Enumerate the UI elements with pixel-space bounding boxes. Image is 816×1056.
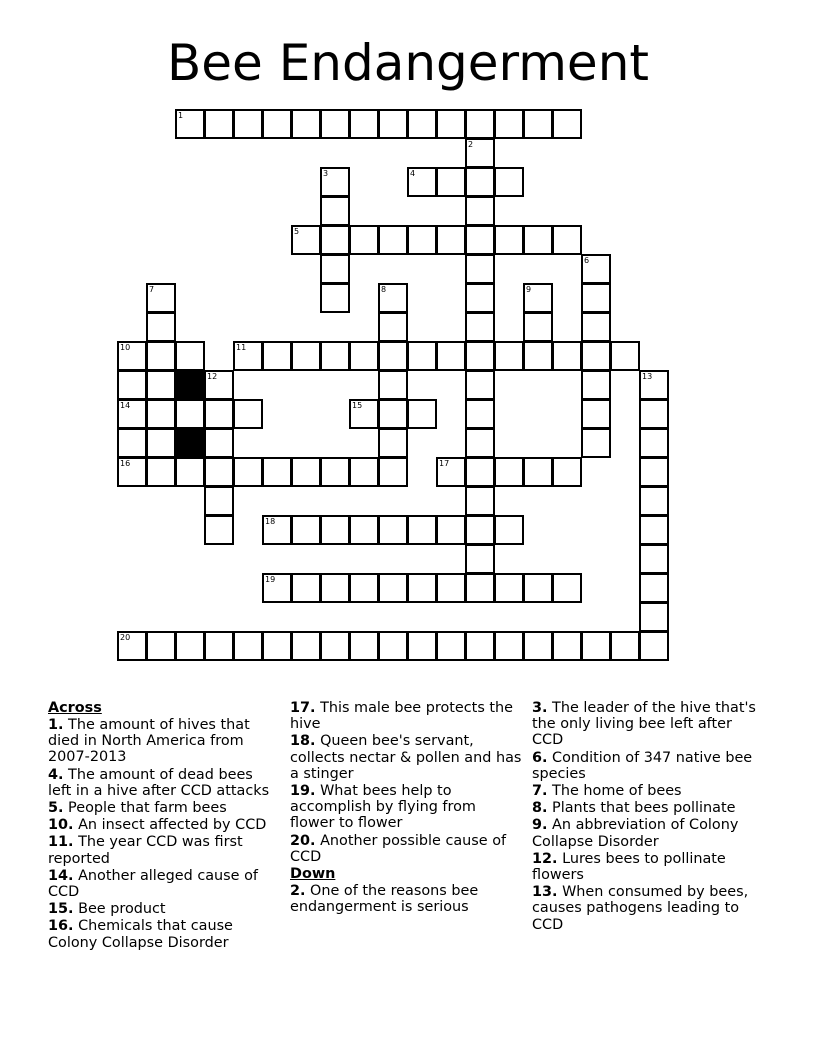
clue-text: The year CCD was first reported <box>48 834 243 867</box>
answer-cell[interactable] <box>581 399 611 429</box>
answer-cell[interactable] <box>378 225 408 255</box>
answer-cell[interactable] <box>552 225 582 255</box>
answer-cell[interactable] <box>639 631 669 661</box>
answer-cell[interactable] <box>465 312 495 342</box>
down-clue <box>532 884 764 933</box>
answer-cell[interactable] <box>291 341 321 371</box>
clue-number-label: 2. <box>290 883 306 900</box>
answer-cell[interactable] <box>204 109 234 139</box>
answer-cell[interactable] <box>262 631 292 661</box>
answer-cell[interactable] <box>494 109 524 139</box>
answer-cell[interactable] <box>349 573 379 603</box>
answer-cell[interactable] <box>552 457 582 487</box>
down-clue-list-continued <box>532 700 764 933</box>
answer-cell[interactable] <box>204 428 234 458</box>
clue-text: One of the reasons bee endangerment is serious <box>290 883 479 916</box>
answer-cell[interactable] <box>204 370 234 400</box>
down-clue <box>532 817 764 849</box>
answer-cell[interactable] <box>494 225 524 255</box>
clue-text: Another possible cause of CCD <box>290 832 507 865</box>
answer-cell[interactable] <box>581 341 611 371</box>
answer-cell[interactable] <box>407 573 437 603</box>
answer-cell[interactable] <box>465 428 495 458</box>
answer-cell[interactable] <box>639 428 669 458</box>
answer-cell[interactable] <box>291 109 321 139</box>
across-clue <box>48 901 280 917</box>
answer-cell[interactable] <box>610 631 640 661</box>
answer-cell[interactable] <box>349 457 379 487</box>
clue-text: The home of bees <box>547 783 682 800</box>
answer-cell[interactable] <box>320 225 350 255</box>
answer-cell[interactable] <box>320 457 350 487</box>
clue-number: 12 <box>207 372 218 381</box>
answer-cell[interactable] <box>407 631 437 661</box>
answer-cell[interactable] <box>465 283 495 313</box>
answer-cell[interactable] <box>378 457 408 487</box>
black-square <box>175 370 205 400</box>
across-clue <box>290 700 522 732</box>
answer-cell[interactable] <box>117 631 147 661</box>
clue-text: When consumed by bees, causes pathogens leading to CCD <box>532 884 749 933</box>
clue-text: Plants that bees pollinate <box>547 800 736 817</box>
answer-cell[interactable] <box>407 399 437 429</box>
clue-number: 18 <box>265 517 276 526</box>
answer-cell[interactable] <box>146 370 176 400</box>
answer-cell[interactable] <box>639 457 669 487</box>
answer-cell[interactable] <box>552 109 582 139</box>
answer-cell[interactable] <box>581 631 611 661</box>
answer-cell[interactable] <box>233 631 263 661</box>
down-clue <box>532 750 764 782</box>
answer-cell[interactable] <box>465 515 495 545</box>
clue-number: 7 <box>149 285 155 294</box>
clue-text: The amount of dead bees left in a hive after CCD attacks <box>48 766 270 799</box>
down-clue <box>532 783 764 799</box>
clue-text: Chemicals that cause Colony Collapse Disorder <box>48 918 233 951</box>
answer-cell[interactable] <box>117 341 147 371</box>
answer-cell[interactable] <box>204 631 234 661</box>
answer-cell[interactable] <box>117 399 147 429</box>
answer-cell[interactable] <box>407 515 437 545</box>
clue-number-label: 4. <box>48 766 64 783</box>
across-clues-column <box>48 700 280 952</box>
answer-cell[interactable] <box>465 196 495 226</box>
clue-number-label: 18. <box>290 733 316 750</box>
clue-number-label: 1. <box>48 717 64 733</box>
answer-cell[interactable] <box>233 341 263 371</box>
clue-number: 4 <box>410 169 416 178</box>
clue-text: Queen bee's servant, collects nectar & pollen and has a stinger <box>290 733 522 782</box>
answer-cell[interactable] <box>320 631 350 661</box>
clue-text: Lures bees to pollinate flowers <box>532 850 726 884</box>
black-square <box>175 428 205 458</box>
answer-cell[interactable] <box>436 341 466 371</box>
answer-cell[interactable] <box>320 196 350 226</box>
answer-cell[interactable] <box>639 573 669 603</box>
answer-cell[interactable] <box>320 254 350 284</box>
answer-cell[interactable] <box>204 457 234 487</box>
answer-cell[interactable] <box>262 109 292 139</box>
answer-cell[interactable] <box>378 573 408 603</box>
clue-number: 1 <box>178 111 184 120</box>
answer-cell[interactable] <box>465 631 495 661</box>
answer-cell[interactable] <box>146 428 176 458</box>
clue-number: 6 <box>584 256 590 265</box>
answer-cell[interactable] <box>639 486 669 516</box>
answer-cell[interactable] <box>552 631 582 661</box>
answer-cell[interactable] <box>378 283 408 313</box>
clue-text: Condition of 347 native bee species <box>532 749 753 782</box>
answer-cell[interactable] <box>465 486 495 516</box>
answer-cell[interactable] <box>523 283 553 313</box>
clue-number-label: 20. <box>290 832 316 849</box>
answer-cell[interactable] <box>378 312 408 342</box>
answer-cell[interactable] <box>465 109 495 139</box>
answer-cell[interactable] <box>610 341 640 371</box>
answer-cell[interactable] <box>378 631 408 661</box>
answer-cell[interactable] <box>117 370 147 400</box>
down-heading: Down <box>290 866 336 883</box>
clue-text: The amount of hives that died in North America from 2007-2013 <box>48 717 250 766</box>
answer-cell[interactable] <box>465 341 495 371</box>
answer-cell[interactable] <box>233 399 263 429</box>
answer-cell[interactable] <box>465 399 495 429</box>
answer-cell[interactable] <box>320 573 350 603</box>
answer-cell[interactable] <box>146 312 176 342</box>
clue-number: 16 <box>120 459 131 468</box>
answer-cell[interactable] <box>436 225 466 255</box>
answer-cell[interactable] <box>291 631 321 661</box>
clue-number-label: 8. <box>532 800 548 817</box>
answer-cell[interactable] <box>407 341 437 371</box>
down-clues-column <box>532 700 764 934</box>
clue-text: People that farm bees <box>63 800 227 817</box>
across-clue <box>290 733 522 782</box>
answer-cell[interactable] <box>552 341 582 371</box>
down-clue-list <box>290 883 522 915</box>
down-clue <box>532 851 764 883</box>
answer-cell[interactable] <box>291 573 321 603</box>
answer-cell[interactable] <box>639 544 669 574</box>
answer-cell[interactable] <box>523 457 553 487</box>
answer-cell[interactable] <box>117 428 147 458</box>
answer-cell[interactable] <box>465 167 495 197</box>
clue-text: An abbreviation of Colony Collapse Disorder <box>532 817 739 850</box>
answer-cell[interactable] <box>378 428 408 458</box>
answer-cell[interactable] <box>436 109 466 139</box>
clue-number: 9 <box>526 285 532 294</box>
answer-cell[interactable] <box>407 225 437 255</box>
clue-text: What bees help to accomplish by flying from flower to flower <box>290 783 476 832</box>
clue-text: Another alleged cause of CCD <box>48 867 258 901</box>
across-clue <box>48 717 280 766</box>
clue-number: 14 <box>120 401 131 410</box>
clue-number: 8 <box>381 285 387 294</box>
answer-cell[interactable] <box>233 457 263 487</box>
clue-number-label: 5. <box>48 800 64 817</box>
answer-cell[interactable] <box>320 167 350 197</box>
answer-cell[interactable] <box>378 370 408 400</box>
answer-cell[interactable] <box>465 138 495 168</box>
answer-cell[interactable] <box>146 341 176 371</box>
clue-number-label: 19. <box>290 783 316 800</box>
clue-number-label: 10. <box>48 817 74 834</box>
answer-cell[interactable] <box>378 109 408 139</box>
answer-cell[interactable] <box>523 109 553 139</box>
answer-cell[interactable] <box>349 515 379 545</box>
answer-cell[interactable] <box>291 515 321 545</box>
answer-cell[interactable] <box>523 341 553 371</box>
answer-cell[interactable] <box>494 167 524 197</box>
answer-cell[interactable] <box>175 631 205 661</box>
answer-cell[interactable] <box>465 370 495 400</box>
clue-text: An insect affected by CCD <box>73 817 267 834</box>
clue-number-label: 13. <box>532 884 558 901</box>
across-heading: Across <box>48 700 102 716</box>
answer-cell[interactable] <box>378 341 408 371</box>
answer-cell[interactable] <box>639 515 669 545</box>
answer-cell[interactable] <box>233 109 263 139</box>
answer-cell[interactable] <box>465 544 495 574</box>
across-clue <box>48 800 280 816</box>
down-clue <box>532 800 764 816</box>
clue-number-label: 14. <box>48 867 74 884</box>
answer-cell[interactable] <box>465 254 495 284</box>
across-clue <box>48 834 280 866</box>
down-clue <box>290 883 522 915</box>
answer-cell[interactable] <box>291 225 321 255</box>
answer-cell[interactable] <box>378 515 408 545</box>
answer-cell[interactable] <box>494 341 524 371</box>
answer-cell[interactable] <box>639 602 669 632</box>
clue-text: Bee product <box>73 901 166 918</box>
answer-cell[interactable] <box>523 225 553 255</box>
clue-text: This male bee protects the hive <box>290 700 514 733</box>
clue-number-label: 16. <box>48 918 74 935</box>
answer-cell[interactable] <box>291 457 321 487</box>
clue-number: 17 <box>439 459 450 468</box>
answer-cell[interactable] <box>523 573 553 603</box>
answer-cell[interactable] <box>349 225 379 255</box>
answer-cell[interactable] <box>465 225 495 255</box>
answer-cell[interactable] <box>523 312 553 342</box>
answer-cell[interactable] <box>465 457 495 487</box>
clue-number: 2 <box>468 140 474 149</box>
clue-number-label: 12. <box>532 850 558 867</box>
answer-cell[interactable] <box>436 457 466 487</box>
answer-cell[interactable] <box>436 631 466 661</box>
clue-number: 20 <box>120 633 131 642</box>
across-clue <box>48 868 280 900</box>
answer-cell[interactable] <box>552 573 582 603</box>
answer-cell[interactable] <box>146 457 176 487</box>
answer-cell[interactable] <box>146 631 176 661</box>
across-clue <box>290 833 522 865</box>
answer-cell[interactable] <box>494 631 524 661</box>
clue-number: 15 <box>352 401 363 410</box>
answer-cell[interactable] <box>436 573 466 603</box>
clue-number: 19 <box>265 575 276 584</box>
answer-cell[interactable] <box>349 399 379 429</box>
answer-cell[interactable] <box>581 254 611 284</box>
answer-cell[interactable] <box>407 167 437 197</box>
answer-cell[interactable] <box>204 486 234 516</box>
answer-cell[interactable] <box>204 515 234 545</box>
answer-cell[interactable] <box>204 399 234 429</box>
clue-number-label: 6. <box>532 749 548 766</box>
answer-cell[interactable] <box>581 283 611 313</box>
answer-cell[interactable] <box>146 283 176 313</box>
answer-cell[interactable] <box>262 341 292 371</box>
answer-cell[interactable] <box>378 399 408 429</box>
across-clue-list-continued <box>290 700 522 865</box>
answer-cell[interactable] <box>581 428 611 458</box>
answer-cell[interactable] <box>262 573 292 603</box>
across-clue-list <box>48 717 280 951</box>
answer-cell[interactable] <box>262 457 292 487</box>
clue-number-label: 17. <box>290 700 316 716</box>
across-clue <box>48 817 280 833</box>
puzzle-title: Bee Endangerment <box>166 34 649 92</box>
across-clues-column-continued <box>290 700 522 916</box>
answer-cell[interactable] <box>175 399 205 429</box>
answer-cell[interactable] <box>639 370 669 400</box>
answer-cell[interactable] <box>523 631 553 661</box>
answer-cell[interactable] <box>494 515 524 545</box>
clue-text: The leader of the hive that's the only living bee left after CCD <box>532 700 756 749</box>
answer-cell[interactable] <box>581 370 611 400</box>
answer-cell[interactable] <box>117 457 147 487</box>
answer-cell[interactable] <box>407 109 437 139</box>
clue-number: 5 <box>294 227 300 236</box>
answer-cell[interactable] <box>349 631 379 661</box>
answer-cell[interactable] <box>146 399 176 429</box>
answer-cell[interactable] <box>494 573 524 603</box>
answer-cell[interactable] <box>436 515 466 545</box>
clue-number: 11 <box>236 343 247 352</box>
clue-number-label: 3. <box>532 700 548 716</box>
clue-number-label: 7. <box>532 783 548 800</box>
answer-cell[interactable] <box>639 399 669 429</box>
across-clue <box>290 783 522 832</box>
answer-cell[interactable] <box>465 573 495 603</box>
answer-cell[interactable] <box>581 312 611 342</box>
answer-cell[interactable] <box>320 109 350 139</box>
answer-cell[interactable] <box>320 283 350 313</box>
down-clue <box>532 700 764 749</box>
answer-cell[interactable] <box>436 167 466 197</box>
answer-cell[interactable] <box>175 457 205 487</box>
answer-cell[interactable] <box>320 341 350 371</box>
clue-number-label: 11. <box>48 834 74 851</box>
answer-cell[interactable] <box>262 515 292 545</box>
answer-cell[interactable] <box>320 515 350 545</box>
clue-number: 3 <box>323 169 329 178</box>
across-clue <box>48 918 280 950</box>
clue-number: 10 <box>120 343 131 352</box>
answer-cell[interactable] <box>494 457 524 487</box>
answer-cell[interactable] <box>349 341 379 371</box>
clue-number-label: 9. <box>532 817 548 834</box>
answer-cell[interactable] <box>349 109 379 139</box>
answer-cell[interactable] <box>175 109 205 139</box>
answer-cell[interactable] <box>175 341 205 371</box>
clue-number: 13 <box>642 372 653 381</box>
clue-number-label: 15. <box>48 901 74 918</box>
across-clue <box>48 767 280 799</box>
